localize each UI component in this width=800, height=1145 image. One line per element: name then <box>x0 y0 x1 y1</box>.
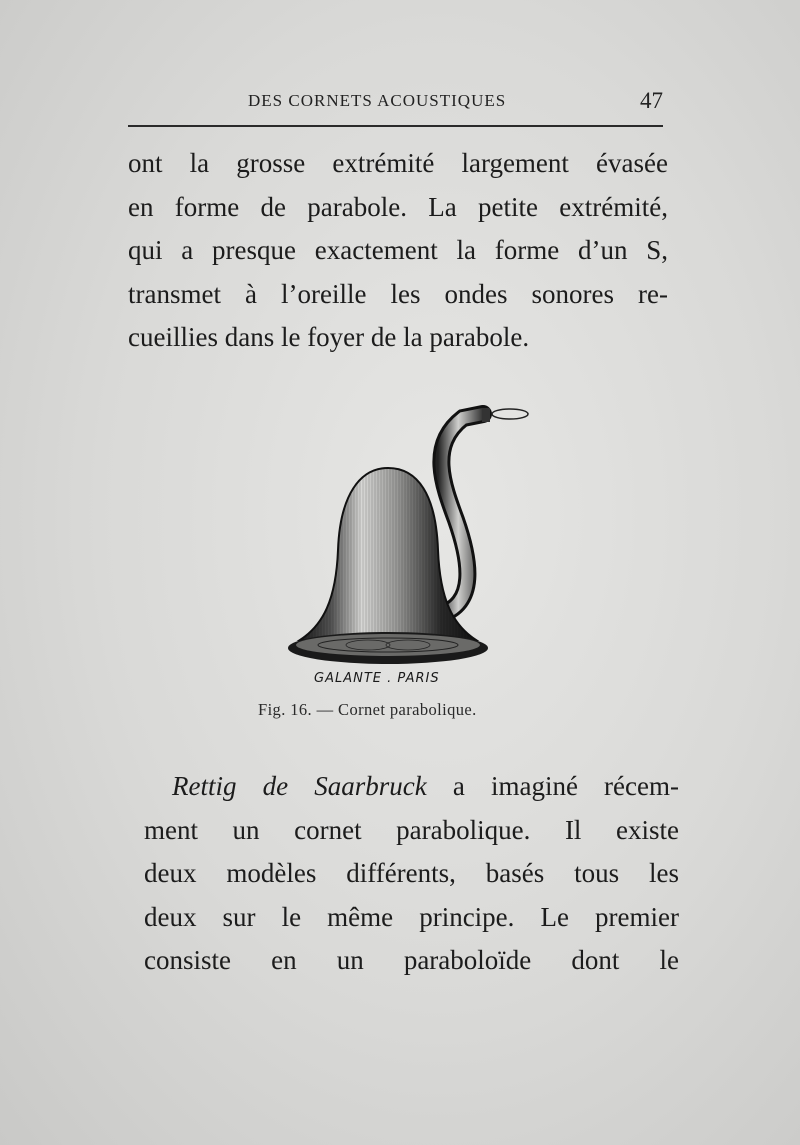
text-line: en forme de parabole. La petite extrémité, <box>128 191 668 222</box>
paragraph-1 <box>128 142 668 360</box>
figure-caption: Fig. 16. — Cornet parabolique. <box>258 700 477 719</box>
text-line: ont la grosse extrémité largement évasée <box>128 148 668 178</box>
author-name: Rettig de Saarbruck <box>172 771 427 801</box>
text-line: consiste en un paraboloïde dont le <box>144 945 679 975</box>
text-line: ment un cornet parabolique. Il existe <box>144 814 679 845</box>
page-number: 47 <box>640 88 663 113</box>
running-head: DES CORNETS ACOUSTIQUES <box>248 91 507 110</box>
text-line: transmet à l’oreille les ondes sonores re- <box>128 278 668 309</box>
text-line: deux sur le même principe. Le premier <box>144 901 679 932</box>
text-line: qui a presque exactement la forme d’un S, <box>128 235 668 265</box>
text-line: cueillies dans le foyer de la parabole. <box>128 322 530 352</box>
text-line <box>144 765 679 809</box>
text-fragment: a imaginé récem- <box>426 771 679 801</box>
header-rule <box>128 125 663 127</box>
page-header <box>128 88 663 120</box>
engraver-signature: GALANTE . PARIS <box>314 671 440 686</box>
parabolic-cornet-illustration <box>278 400 538 690</box>
paragraph-2 <box>144 765 679 983</box>
text-line: deux modèles différents, basés tous les <box>144 858 679 888</box>
